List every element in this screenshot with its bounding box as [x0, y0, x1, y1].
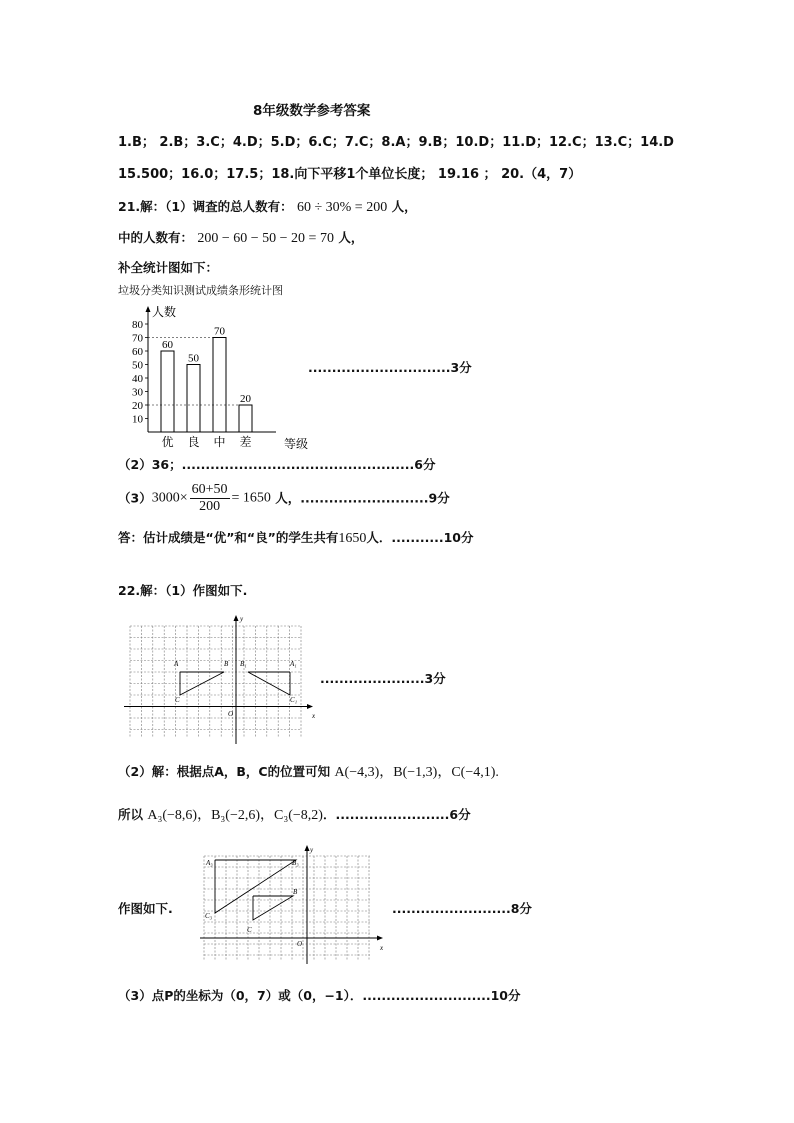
q21-answer-num: 1650 — [338, 531, 367, 546]
y-tick-label: 20 — [132, 400, 143, 412]
y-tick-label: 60 — [132, 346, 143, 358]
category-label: 中 — [213, 435, 226, 449]
chart-title: 垃圾分类知识测试成绩条形统计图 — [118, 284, 283, 297]
q21-part3-lead: 3000× — [151, 490, 188, 506]
q22-part2-line — [118, 763, 499, 782]
q21-part2: （2）36；.................................................6分 — [118, 457, 436, 472]
bar — [161, 351, 174, 432]
y-axis-arrow-icon — [234, 615, 239, 621]
q21-mid-expr: 200 − 60 − 50 − 20 = 70 — [197, 231, 334, 246]
bar — [187, 365, 200, 433]
q21-part3-result: = 1650 — [231, 490, 271, 506]
x-axis-label: 等级 — [284, 437, 309, 451]
q21-part3-line — [118, 482, 450, 522]
bar — [213, 338, 226, 433]
q21-intro: 21.解：（1）调查的总人数有： — [118, 199, 293, 214]
category-label: 差 — [239, 435, 252, 449]
x-axis-arrow-icon — [307, 704, 313, 709]
q22-part2b-score: ．........................6分 — [322, 807, 471, 822]
label-C3: C₃ — [205, 912, 213, 920]
bar-value-label: 70 — [214, 325, 225, 338]
q21-score-1: ..............................3分 — [308, 360, 472, 375]
label-origin: O — [297, 940, 303, 948]
label-B1: B₁ — [240, 660, 247, 668]
category-label: 优 — [161, 435, 174, 449]
q21-answer-prefix: 答：估计成绩是“优”和“良”的学生共有 — [118, 530, 339, 545]
q21-complete-label: 补全统计图如下： — [118, 260, 219, 275]
q21-mid-suffix: 人， — [338, 230, 364, 245]
q22-part2-coords: A(−4,3)，B(−1,3)，C(−4,1). — [334, 765, 499, 780]
y-tick-label: 30 — [132, 386, 143, 399]
label-B: B — [293, 888, 298, 896]
q21-total-expr: 60 ÷ 30% = 200 — [296, 200, 388, 215]
q21-mid-line — [118, 229, 363, 248]
label-A3: A₃ — [206, 859, 213, 867]
q21-part3-prefix: （3） — [118, 490, 152, 506]
q22-part2b-coords: A₃(−8,6)，B₃(−2,6)，C₃(−8,2) — [147, 808, 323, 823]
q22-score-2: .........................8分 — [392, 901, 532, 916]
label-A1: A₁ — [290, 660, 297, 668]
label-x: x — [312, 712, 316, 720]
label-C: C — [247, 926, 252, 934]
label-B3: B₃ — [292, 859, 299, 867]
q22-part2-prefix: （2）解：根据点A，B，C的位置可知 — [118, 764, 331, 779]
triangle-a3b3c3 — [215, 860, 296, 913]
bar-value-label: 60 — [162, 339, 173, 351]
bar — [239, 405, 252, 432]
label-y: y — [240, 615, 244, 623]
coordinate-grid-1 — [118, 612, 323, 748]
q21-answer-line — [118, 529, 474, 548]
q21-fraction — [190, 482, 230, 515]
label-x: x — [380, 944, 384, 952]
y-tick-label: 70 — [132, 332, 143, 345]
y-axis-label: 人数 — [152, 305, 177, 319]
label-y: y — [310, 846, 314, 854]
q21-part3-suffix: 人，...........................9分 — [275, 490, 450, 506]
grid-2-lines — [204, 856, 370, 960]
x-axis-arrow-icon — [377, 936, 383, 941]
fraction-denominator: 200 — [199, 499, 221, 514]
q21-mid-prefix: 中的人数有： — [118, 230, 194, 245]
y-axis-arrow-icon — [305, 845, 310, 851]
bar-chart — [118, 300, 318, 452]
q22-intro: 22.解：（1）作图如下. — [118, 583, 248, 598]
q22-part2b-line — [118, 806, 471, 825]
y-tick-label: 80 — [132, 319, 143, 331]
y-tick-label: 10 — [132, 413, 143, 426]
q21-total-unit: 人， — [391, 199, 417, 214]
q21-intro-line — [118, 198, 417, 217]
q21-answer-suffix: 人．...........10分 — [366, 530, 474, 545]
q22-part3: （3）点P的坐标为（0，7）或（0，−1）．...........................10分 — [118, 988, 521, 1003]
label-A: A — [174, 660, 179, 668]
y-axis-arrow-icon — [146, 306, 151, 312]
y-tick-label: 50 — [132, 359, 143, 372]
page-title: 8年级数学参考答案 — [253, 103, 371, 119]
category-label: 良 — [187, 435, 200, 449]
q22-score-1: ......................3分 — [320, 671, 446, 686]
q22-part2b-prefix: 所以 — [118, 807, 144, 822]
grid-1-lines — [130, 626, 301, 738]
q22-draw-label: 作图如下. — [118, 901, 173, 916]
answers-line-2: 15.500；16.0；17.5；18.向下平移1个单位长度； 19.16 ； 20.（4，7） — [118, 167, 582, 182]
label-C1: C₁ — [290, 696, 298, 704]
y-tick-label: 40 — [132, 373, 143, 385]
answers-line-1: 1.B； 2.B；3.C；4.D；5.D；6.C；7.C；8.A；9.B；10.D；11.D；12.C；13.C；14.D — [118, 135, 674, 150]
bar-value-label: 20 — [240, 393, 251, 405]
label-B: B — [224, 660, 229, 668]
coordinate-grid-2 — [200, 840, 390, 968]
label-C: C — [175, 696, 180, 704]
fraction-numerator: 60+50 — [191, 482, 228, 497]
label-origin: O — [228, 710, 234, 718]
bar-value-label: 50 — [188, 352, 199, 365]
